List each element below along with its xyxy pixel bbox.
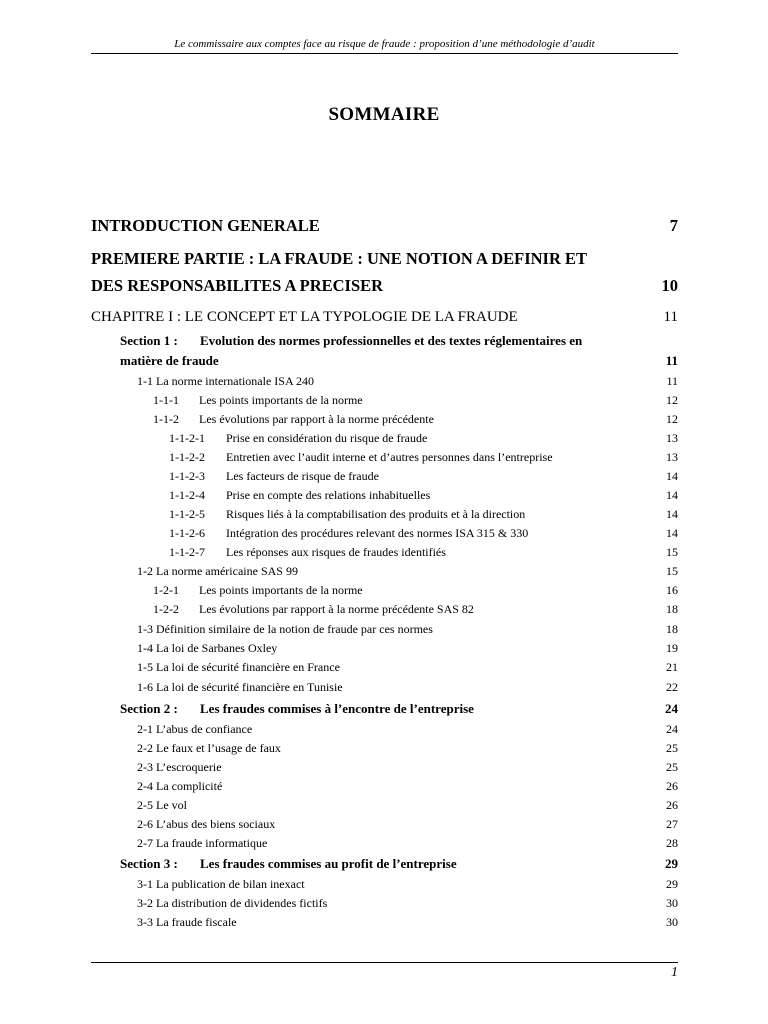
toc-entry-section1[interactable]: [120, 353, 678, 373]
toc-page-number: 16: [666, 583, 678, 597]
toc-page-number: 11: [663, 309, 678, 325]
toc-entry-text: 3-2 La distribution de dividendes fictifs: [137, 896, 328, 910]
toc-entry-text: Les points importants de la norme: [199, 393, 363, 407]
toc-page-number: 11: [665, 353, 678, 368]
toc-entry-3-2[interactable]: [137, 896, 678, 914]
toc-page-number: 18: [666, 602, 678, 616]
toc-entry-text: 1-2 La norme américaine SAS 99: [137, 564, 298, 578]
toc-page-number: 13: [666, 450, 678, 464]
toc-page-number: 18: [666, 622, 678, 636]
toc-entry-1-1-2-4[interactable]: [169, 488, 678, 506]
toc-entry-1-4[interactable]: [137, 641, 678, 659]
toc-entry-text: Les évolutions par rapport à la norme précédente SAS 82: [199, 602, 474, 616]
toc-entry-text: Les évolutions par rapport à la norme précédente: [199, 412, 434, 426]
toc-page-number: 30: [666, 896, 678, 910]
toc-page-number: 10: [661, 276, 678, 295]
toc-entry-section2[interactable]: [120, 701, 678, 721]
toc-entry-1-1-2-1[interactable]: [169, 431, 678, 449]
running-header: Le commissaire aux comptes face au risque de fraude : proposition d’une méthodologie d’audit: [91, 38, 678, 54]
toc-page-number: 27: [666, 817, 678, 831]
toc-section-number: Section 3 :: [120, 856, 178, 871]
toc-entry-text: 2-6 L’abus des biens sociaux: [137, 817, 276, 831]
page-title: SOMMAIRE: [328, 104, 440, 125]
toc-entry-introduction[interactable]: [91, 216, 678, 240]
toc-entry-text: 2-4 La complicité: [137, 779, 223, 793]
toc-entry-text: Les fraudes commises à l’encontre de l’entreprise: [200, 701, 474, 716]
toc-entry-text: Prise en considération du risque de fraude: [226, 431, 428, 445]
toc-page-number: 15: [666, 564, 678, 578]
toc-entry-part1[interactable]: [91, 276, 678, 300]
toc-page-number: 19: [666, 641, 678, 655]
toc-page-number: 12: [666, 412, 678, 426]
toc-section-number: Section 1 :: [120, 333, 178, 348]
toc-entry-2-6[interactable]: [137, 817, 678, 835]
toc-page-number: 25: [666, 760, 678, 774]
toc-page-number: 30: [666, 915, 678, 929]
toc-entry-1-5[interactable]: [137, 660, 678, 678]
toc-entry-number: 1-1-2-7: [169, 545, 205, 559]
toc-entry-1-2-1[interactable]: [153, 583, 678, 601]
toc-page-number: 24: [665, 701, 678, 716]
footer-page-number: 1: [671, 965, 678, 980]
toc-entry-number: 1-1-2-4: [169, 488, 205, 502]
toc-page-number: 29: [666, 877, 678, 891]
toc-entry-1-1-2-6[interactable]: [169, 526, 678, 544]
toc-page-number: 21: [666, 660, 678, 674]
toc-entry-text: Les fraudes commises au profit de l’entreprise: [200, 856, 457, 871]
toc-entry-1-1-2-5[interactable]: [169, 507, 678, 525]
toc-entry-text: 1-5 La loi de sécurité financière en France: [137, 660, 340, 674]
toc-entry-text: 1-6 La loi de sécurité financière en Tunisie: [137, 680, 343, 694]
toc-page-number: 28: [666, 836, 678, 850]
toc-page-number: 15: [666, 545, 678, 559]
toc-entry-text: Intégration des procédures relevant des normes ISA 315 & 330: [226, 526, 529, 540]
toc-entry-number: 1-1-1: [153, 393, 179, 407]
toc-entry-text: Risques liés à la comptabilisation des produits et à la direction: [226, 507, 526, 521]
toc-page-number: 12: [666, 393, 678, 407]
toc-entry-text: DES RESPONSABILITES A PRECISER: [91, 276, 384, 295]
toc-page-number: 7: [669, 216, 678, 235]
toc-section-number: Section 2 :: [120, 701, 178, 716]
toc-entry-text: 2-5 Le vol: [137, 798, 187, 812]
toc-section1-line1[interactable]: [120, 333, 582, 349]
toc-entry-2-3[interactable]: [137, 760, 678, 778]
toc-page-number: 22: [666, 680, 678, 694]
toc-entry-number: 1-2-2: [153, 602, 179, 616]
toc-entry-3-1[interactable]: [137, 877, 678, 895]
toc-entry-text: Les réponses aux risques de fraudes identifiés: [226, 545, 446, 559]
toc-entry-2-5[interactable]: [137, 798, 678, 816]
toc-entry-text: 3-3 La fraude fiscale: [137, 915, 237, 929]
toc-page-number: 14: [666, 507, 678, 521]
toc-entry-number: 1-1-2: [153, 412, 179, 426]
toc-entry-text: 1-3 Définition similaire de la notion de fraude par ces normes: [137, 622, 433, 636]
toc-entry-text: Entretien avec l’audit interne et d’autres personnes dans l’entreprise: [226, 450, 553, 464]
toc-entry-1-6[interactable]: [137, 680, 678, 698]
toc-page-number: 26: [666, 779, 678, 793]
toc-entry-text: Les facteurs de risque de fraude: [226, 469, 379, 483]
toc-page-number: 11: [666, 374, 678, 388]
toc-page-number: 14: [666, 488, 678, 502]
toc-entry-1-1-2-3[interactable]: [169, 469, 678, 487]
toc-page-number: 29: [665, 856, 678, 871]
toc-entry-1-2[interactable]: [137, 564, 678, 582]
toc-entry-number: 1-1-2-3: [169, 469, 205, 483]
toc-entry-text: matière de fraude: [120, 353, 219, 368]
toc-entry-number: 1-1-2-5: [169, 507, 205, 521]
toc-entry-1-1[interactable]: [137, 374, 678, 392]
toc-entry-2-7[interactable]: [137, 836, 678, 854]
toc-entry-text: 2-3 L’escroquerie: [137, 760, 222, 774]
toc-entry-2-2[interactable]: [137, 741, 678, 759]
toc-entry-text: CHAPITRE I : LE CONCEPT ET LA TYPOLOGIE DE LA FRAUDE: [91, 309, 518, 325]
footer-divider: [91, 962, 678, 963]
toc-entry-1-3[interactable]: [137, 622, 678, 640]
toc-entry-text: INTRODUCTION GENERALE: [91, 216, 320, 235]
toc-entry-chapter1[interactable]: [91, 309, 678, 331]
toc-page-number: 26: [666, 798, 678, 812]
toc-page-number: 14: [666, 469, 678, 483]
toc-page-number: 25: [666, 741, 678, 755]
toc-entry-text: 1-4 La loi de Sarbanes Oxley: [137, 641, 278, 655]
toc-entry-1-1-2-7[interactable]: [169, 545, 678, 563]
toc-entry-2-1[interactable]: [137, 722, 678, 740]
toc-entry-3-3[interactable]: [137, 915, 678, 933]
toc-page-number: 24: [666, 722, 678, 736]
toc-entry-1-1-2[interactable]: [153, 412, 678, 430]
toc-entry-text: 2-1 L’abus de confiance: [137, 722, 253, 736]
toc-entry-number: 1-1-2-2: [169, 450, 205, 464]
toc-entry-text: 1-1 La norme internationale ISA 240: [137, 374, 314, 388]
toc-entry-text: 2-7 La fraude informatique: [137, 836, 268, 850]
toc-part1-line1[interactable]: PREMIERE PARTIE : LA FRAUDE : UNE NOTION A DEFINIR ET: [91, 249, 587, 268]
toc-entry-section3[interactable]: [120, 856, 678, 876]
toc-page-number: 13: [666, 431, 678, 445]
toc-entry-1-1-1[interactable]: [153, 393, 678, 411]
toc-entry-2-4[interactable]: [137, 779, 678, 797]
toc-entry-1-2-2[interactable]: [153, 602, 678, 620]
toc-entry-1-1-2-2[interactable]: [169, 450, 678, 468]
toc-entry-text: 3-1 La publication de bilan inexact: [137, 877, 305, 891]
toc-entry-text: Les points importants de la norme: [199, 583, 363, 597]
toc-entry-text: Evolution des normes professionnelles et des textes réglementaires en: [200, 333, 583, 348]
toc-entry-number: 1-1-2-6: [169, 526, 205, 540]
toc-entry-text: 2-2 Le faux et l’usage de faux: [137, 741, 281, 755]
toc-entry-text: Prise en compte des relations inhabituelles: [226, 488, 431, 502]
toc-entry-number: 1-2-1: [153, 583, 179, 597]
toc-entry-number: 1-1-2-1: [169, 431, 205, 445]
toc-page-number: 14: [666, 526, 678, 540]
